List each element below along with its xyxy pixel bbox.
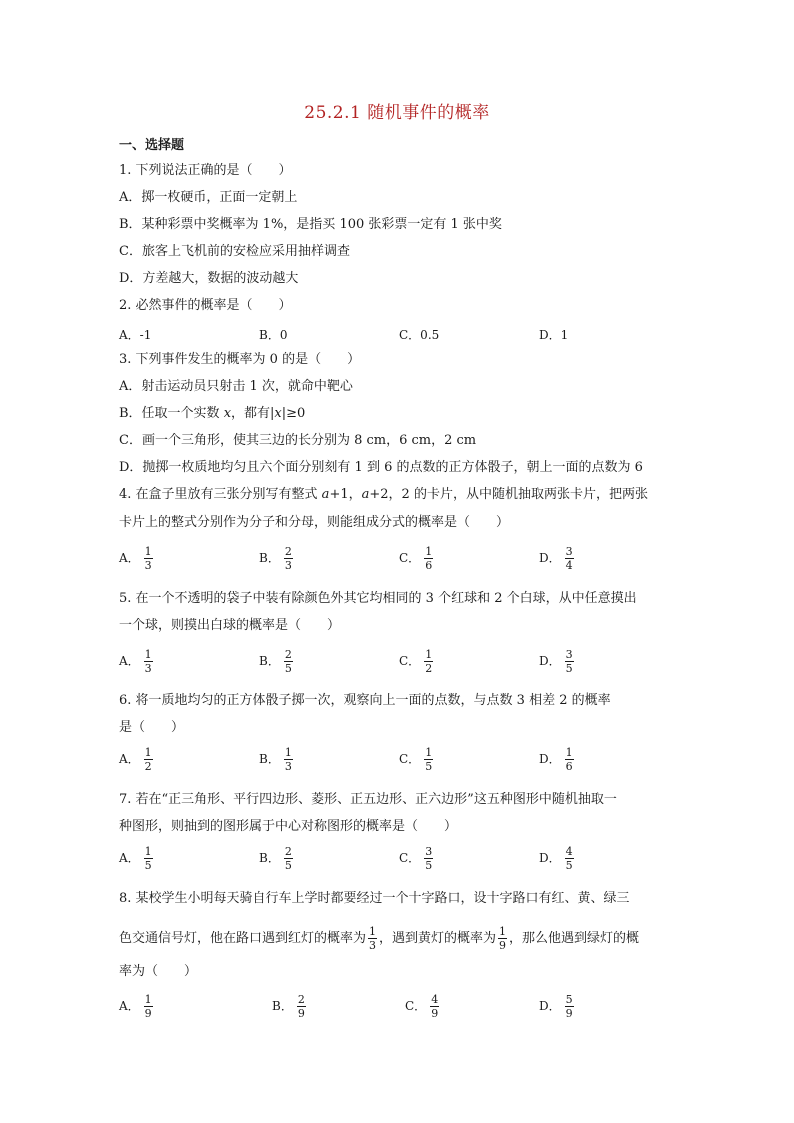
section-heading: 一、选择题 (119, 138, 185, 153)
option-label: B． (259, 654, 280, 668)
numerator: 1 (565, 746, 573, 759)
q7-stem-line2: 种图形，则抽到的图形属于中心对称图形的概率是（ ） (119, 819, 458, 834)
q4-stem-mid: +1， (329, 487, 362, 502)
fraction (297, 993, 306, 1020)
numerator: 2 (284, 845, 292, 858)
q6-option-c (399, 746, 433, 773)
numerator: 3 (565, 648, 573, 661)
q4-stem-line1 (119, 487, 648, 503)
q3-b-end: |≥0 (281, 406, 306, 421)
q2-option-c: C．0.5 (399, 328, 440, 342)
numerator: 2 (284, 648, 292, 661)
q1-option-a: A．掷一枚硬币，正面一定朝上 (119, 190, 298, 205)
fraction (144, 648, 153, 675)
denominator: 5 (425, 859, 433, 872)
q5-stem-line2: 一个球，则摸出白球的概率是（ ） (119, 618, 341, 633)
numerator: 1 (284, 746, 292, 759)
q6-stem-line2: 是（ ） (119, 720, 185, 735)
q8-option-b (272, 993, 306, 1020)
q2-option-a: A．-1 (119, 328, 152, 342)
fraction (424, 746, 433, 773)
fraction (565, 545, 574, 572)
fraction (144, 746, 153, 773)
q7-option-c (399, 845, 433, 872)
denominator: 2 (425, 662, 433, 675)
q6-option-a (119, 746, 153, 773)
option-label: C． (399, 851, 421, 865)
q2-option-b: B．0 (259, 328, 288, 342)
denominator: 9 (565, 1007, 573, 1020)
fraction (565, 746, 574, 773)
q8-text-a: 色交通信号灯，他在路口遇到红灯的概率为 (119, 931, 367, 946)
q3-b-post: ，都有| (231, 406, 275, 421)
q3-b-var2: x (274, 406, 282, 421)
fraction (284, 746, 293, 773)
option-label: A． (119, 654, 140, 668)
denominator: 4 (565, 559, 573, 572)
q3-stem: 3. 下列事件发生的概率为 0 的是（ ） (119, 352, 361, 367)
q4-option-b (259, 545, 293, 572)
numerator: 1 (144, 845, 152, 858)
q8-text-c: ，那么他遇到绿灯的概 (509, 931, 640, 946)
q7-stem-line1: 7. 若在“正三角形、平行四边形、菱形、正五边形、正六边形”这五种图形中随机抽取一 (119, 792, 617, 807)
option-label: B． (259, 551, 280, 565)
denominator: 3 (369, 939, 377, 952)
denominator: 9 (144, 1007, 152, 1020)
numerator: 4 (565, 845, 573, 858)
denominator: 6 (565, 760, 573, 773)
denominator: 5 (565, 859, 573, 872)
q8-stem-line1: 8. 某校学生小明每天骑自行车上学时都要经过一个十字路口，设十字路口有红、黄、绿三 (119, 891, 630, 906)
q5-option-c (399, 648, 433, 675)
fraction (424, 845, 433, 872)
denominator: 3 (144, 559, 152, 572)
denominator: 5 (284, 859, 292, 872)
q1-option-c: C．旅客上飞机前的安检应采用抽样调查 (119, 244, 350, 259)
denominator: 9 (499, 939, 507, 952)
q4-option-c (399, 545, 433, 572)
option-label: D． (539, 999, 561, 1013)
numerator: 1 (369, 925, 377, 938)
option-label: A． (119, 752, 140, 766)
fraction (284, 545, 293, 572)
fraction-yellow-light (498, 925, 507, 952)
option-label: B． (272, 999, 293, 1013)
fraction (144, 993, 153, 1020)
numerator: 1 (499, 925, 507, 938)
numerator: 1 (144, 545, 152, 558)
numerator: 1 (425, 648, 433, 661)
q3-option-a: A．射击运动员只射击 1 次，就命中靶心 (119, 379, 353, 394)
numerator: 1 (144, 993, 152, 1006)
option-label: C． (399, 551, 421, 565)
option-label: A． (119, 999, 140, 1013)
option-label: A． (119, 551, 140, 565)
q5-option-b (259, 648, 293, 675)
q5-option-d (539, 648, 574, 675)
q1-stem: 1. 下列说法正确的是（ ） (119, 163, 292, 178)
q7-option-d (539, 845, 574, 872)
denominator: 2 (144, 760, 152, 773)
q4-option-a (119, 545, 153, 572)
q8-option-c (405, 993, 439, 1020)
q4-var-a2: a (361, 487, 370, 502)
denominator: 3 (284, 559, 292, 572)
numerator: 1 (144, 746, 152, 759)
option-label: C． (405, 999, 427, 1013)
fraction (424, 648, 433, 675)
q8-stem-line3: 率为（ ） (119, 964, 198, 979)
q6-stem-line1: 6. 将一质地均匀的正方体骰子掷一次，观察向上一面的点数，与点数 3 相差 2 的概率 (119, 693, 611, 708)
q4-stem-line2: 卡片上的整式分别作为分子和分母，则能组成分式的概率是（ ） (119, 515, 510, 530)
denominator: 9 (431, 1007, 439, 1020)
q3-option-d: D．抛掷一枚质地均匀且六个面分别刻有 1 到 6 的点数的正方体骰子，朝上一面的点数为 6 (119, 460, 643, 475)
q8-text-b: ，遇到黄灯的概率为 (379, 931, 497, 946)
q8-stem-line2 (119, 924, 639, 954)
numerator: 2 (297, 993, 305, 1006)
numerator: 4 (431, 993, 439, 1006)
q4-option-d (539, 545, 574, 572)
option-label: D． (539, 752, 561, 766)
q6-option-b (259, 746, 293, 773)
option-label: B． (259, 752, 280, 766)
q8-option-d (539, 993, 574, 1020)
fraction (424, 545, 433, 572)
q5-option-a (119, 648, 153, 675)
q4-stem-pre: 4. 在盒子里放有三张分别写有整式 (119, 487, 322, 502)
q5-stem-line1: 5. 在一个不透明的袋子中装有除颜色外其它均相同的 3 个红球和 2 个白球，从中任意摸出 (119, 591, 637, 606)
q2-option-d: D．1 (539, 328, 569, 342)
denominator: 9 (297, 1007, 305, 1020)
q3-b-var: x (223, 406, 232, 421)
q2-stem: 2. 必然事件的概率是（ ） (119, 298, 292, 313)
fraction (144, 545, 153, 572)
numerator: 2 (284, 545, 292, 558)
denominator: 5 (565, 662, 573, 675)
option-label: B． (259, 851, 280, 865)
fraction (565, 845, 574, 872)
q7-option-a (119, 845, 153, 872)
numerator: 5 (565, 993, 573, 1006)
numerator: 3 (425, 845, 433, 858)
numerator: 1 (425, 545, 433, 558)
option-label: D． (539, 851, 561, 865)
fraction (144, 845, 153, 872)
denominator: 5 (425, 760, 433, 773)
q8-option-a (119, 993, 153, 1020)
q3-option-c: C．画一个三角形，使其三边的长分别为 8 cm，6 cm，2 cm (119, 433, 477, 448)
fraction (565, 993, 574, 1020)
q3-option-b (119, 406, 305, 422)
q7-option-b (259, 845, 293, 872)
q4-stem-post: +2，2 的卡片，从中随机抽取两张卡片，把两张 (369, 487, 648, 502)
denominator: 6 (425, 559, 433, 572)
q4-var-a1: a (321, 487, 330, 502)
q3-b-pre: B．任取一个实数 (119, 406, 224, 421)
denominator: 5 (284, 662, 292, 675)
fraction (565, 648, 574, 675)
q1-option-b: B．某种彩票中奖概率为 1%，是指买 100 张彩票一定有 1 张中奖 (119, 217, 502, 232)
fraction-red-light (368, 925, 377, 952)
fraction (284, 845, 293, 872)
option-label: D． (539, 551, 561, 565)
q6-option-d (539, 746, 574, 773)
denominator: 3 (284, 760, 292, 773)
numerator: 1 (425, 746, 433, 759)
denominator: 3 (144, 662, 152, 675)
fraction (430, 993, 439, 1020)
option-label: A． (119, 851, 140, 865)
option-label: C． (399, 752, 421, 766)
denominator: 5 (144, 859, 152, 872)
option-label: D． (539, 654, 561, 668)
numerator: 1 (144, 648, 152, 661)
numerator: 3 (565, 545, 573, 558)
option-label: C． (399, 654, 421, 668)
fraction (284, 648, 293, 675)
page-title: 25.2.1 随机事件的概率 (304, 103, 490, 123)
q1-option-d: D．方差越大，数据的波动越大 (119, 271, 299, 286)
